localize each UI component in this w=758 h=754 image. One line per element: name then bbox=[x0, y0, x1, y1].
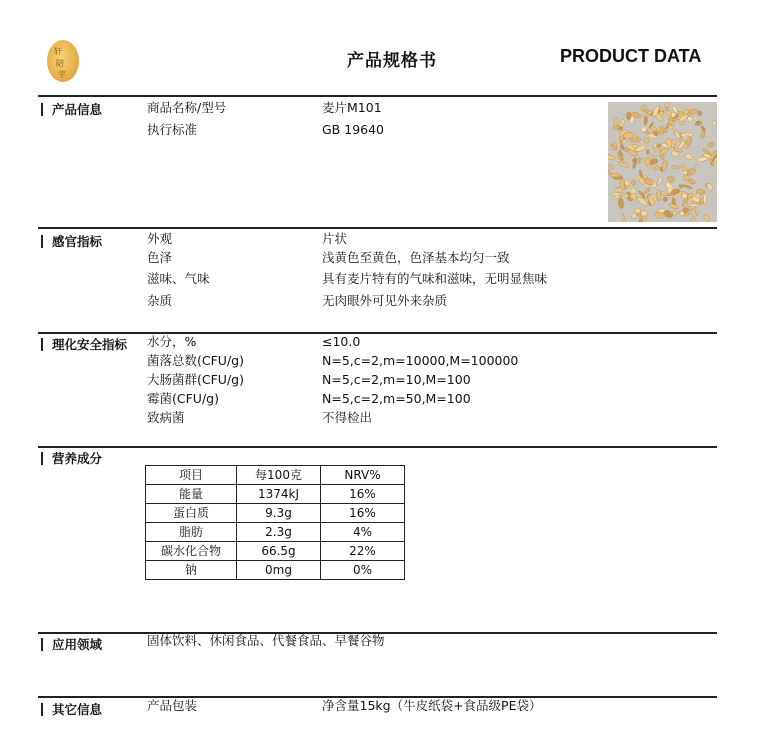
spec-value: N=5,c=2,m=50,M=100 bbox=[322, 391, 471, 406]
oat-flake bbox=[646, 149, 650, 154]
oat-flake bbox=[700, 131, 706, 139]
brand-logo bbox=[47, 40, 79, 82]
spec-value: N=5,c=2,m=10,M=100 bbox=[322, 372, 471, 387]
spec-value: 净含量15kg（牛皮纸袋+食品级PE袋） bbox=[322, 698, 542, 713]
oat-flake bbox=[627, 112, 632, 120]
oat-flake bbox=[636, 196, 648, 207]
svg-text:·: · bbox=[65, 56, 67, 62]
section-label-other: 其它信息 bbox=[41, 703, 102, 716]
oat-flake bbox=[614, 117, 618, 126]
svg-text:轩: 轩 bbox=[54, 47, 62, 56]
application-value: 固体饮料、休闲食品、代餐食品、早餐谷物 bbox=[147, 633, 385, 648]
spec-key: 商品名称/型号 bbox=[147, 100, 227, 115]
oat-flake bbox=[644, 116, 648, 126]
oat-flake bbox=[662, 161, 667, 171]
section-label-sensory: 感官指标 bbox=[41, 235, 102, 248]
product-photo bbox=[608, 102, 717, 222]
spec-key: 执行标准 bbox=[147, 122, 198, 137]
oat-flake bbox=[697, 156, 708, 162]
svg-text:宇: 宇 bbox=[58, 70, 66, 79]
oat-flake bbox=[608, 154, 616, 161]
oat-flake bbox=[662, 196, 668, 202]
oat-flake bbox=[656, 144, 661, 148]
spec-value: N=5,c=2,m=10000,M=100000 bbox=[322, 353, 519, 368]
oat-flake bbox=[641, 211, 648, 217]
oat-flake bbox=[687, 178, 696, 185]
spec-value: 具有麦片特有的气味和滋味，无明显焦味 bbox=[322, 271, 548, 286]
oat-flake bbox=[671, 165, 679, 169]
table-cell: 16% bbox=[321, 485, 405, 504]
oat-flake bbox=[684, 109, 689, 115]
nutrition-table bbox=[145, 465, 405, 580]
section-label-product-info: 产品信息 bbox=[41, 103, 102, 116]
table-cell: 碳水化合物 bbox=[146, 542, 237, 561]
oat-flake bbox=[712, 121, 717, 126]
spec-value: 无肉眼外可见外来杂质 bbox=[322, 293, 448, 308]
oat-flake bbox=[645, 157, 651, 166]
table-row bbox=[146, 561, 405, 580]
oat-flake bbox=[610, 173, 621, 177]
table-cell: 16% bbox=[321, 504, 405, 523]
spec-key: 色泽 bbox=[147, 250, 173, 265]
oat-flake bbox=[697, 110, 703, 116]
spec-value: GB 19640 bbox=[322, 122, 384, 137]
oat-flake bbox=[695, 206, 698, 217]
spec-key: 霉菌(CFU/g) bbox=[147, 391, 219, 406]
table-cell: 0% bbox=[321, 561, 405, 580]
oat-flake bbox=[653, 165, 659, 170]
oat-flake bbox=[664, 102, 670, 108]
oat-flake bbox=[654, 212, 664, 219]
oat-flake bbox=[631, 180, 635, 185]
spec-key: 大肠菌群(CFU/g) bbox=[147, 372, 244, 387]
spec-key: 产品包装 bbox=[147, 698, 198, 713]
oat-flake bbox=[643, 187, 651, 194]
oat-flake bbox=[641, 105, 647, 110]
table-cell: 能量 bbox=[146, 485, 237, 504]
table-cell: 1374kJ bbox=[237, 485, 321, 504]
section-label-nutrition: 营养成分 bbox=[41, 452, 102, 465]
oat-flake bbox=[684, 153, 694, 161]
oat-flake bbox=[694, 116, 698, 122]
table-cell: 0mg bbox=[237, 561, 321, 580]
table-cell: 蛋白质 bbox=[146, 504, 237, 523]
table-cell: 22% bbox=[321, 542, 405, 561]
table-row bbox=[146, 542, 405, 561]
section-divider bbox=[38, 95, 717, 97]
table-row bbox=[146, 523, 405, 542]
oat-flake bbox=[657, 176, 663, 185]
spec-value: 浅黄色至黄色，色泽基本均匀一致 bbox=[322, 250, 510, 265]
spec-key: 滋味、气味 bbox=[147, 271, 210, 286]
oat-flake bbox=[681, 184, 693, 189]
oat-flake bbox=[620, 144, 625, 151]
table-cell: 脂肪 bbox=[146, 523, 237, 542]
oat-flake bbox=[702, 214, 710, 222]
svg-text:陪: 陪 bbox=[56, 59, 64, 68]
table-cell: 钠 bbox=[146, 561, 237, 580]
spec-value: ≤10.0 bbox=[322, 334, 361, 349]
oat-flake bbox=[643, 137, 650, 144]
oat-flake bbox=[618, 127, 623, 130]
table-cell: 2.3g bbox=[237, 523, 321, 542]
table-header-cell: NRV% bbox=[321, 466, 405, 485]
oat-flake bbox=[695, 164, 698, 169]
oat-flake bbox=[703, 194, 706, 204]
spec-value: 不得检出 bbox=[322, 410, 373, 425]
table-cell: 4% bbox=[321, 523, 405, 542]
oat-flake bbox=[653, 147, 657, 150]
oat-flake bbox=[695, 121, 703, 127]
spec-key: 菌落总数(CFU/g) bbox=[147, 353, 244, 368]
spec-value: 片状 bbox=[322, 231, 348, 246]
oat-flake bbox=[656, 189, 661, 201]
section-divider bbox=[38, 332, 717, 334]
page-title-cn: 产品规格书 bbox=[347, 51, 437, 71]
section-label-application: 应用领域 bbox=[41, 638, 102, 651]
section-label-safety: 理化安全指标 bbox=[41, 338, 127, 351]
table-header-cell: 项目 bbox=[146, 466, 237, 485]
oat-flake bbox=[650, 155, 657, 157]
spec-key: 水分，% bbox=[147, 334, 197, 349]
spec-key: 外观 bbox=[147, 231, 173, 246]
spec-value: 麦片M101 bbox=[322, 100, 382, 115]
spec-key: 致病菌 bbox=[147, 410, 185, 425]
table-header-cell: 每100克 bbox=[237, 466, 321, 485]
table-header-row bbox=[146, 466, 405, 485]
table-cell: 66.5g bbox=[237, 542, 321, 561]
oat-flake bbox=[707, 141, 715, 148]
oat-flake bbox=[666, 175, 675, 184]
oat-flake bbox=[621, 213, 626, 222]
table-row bbox=[146, 485, 405, 504]
page-title-en: PRODUCT DATA bbox=[560, 46, 702, 66]
spec-key: 杂质 bbox=[147, 293, 173, 308]
oat-flake bbox=[608, 163, 615, 170]
section-divider bbox=[38, 446, 717, 448]
table-cell: 9.3g bbox=[237, 504, 321, 523]
table-row bbox=[146, 504, 405, 523]
section-divider bbox=[38, 227, 717, 229]
